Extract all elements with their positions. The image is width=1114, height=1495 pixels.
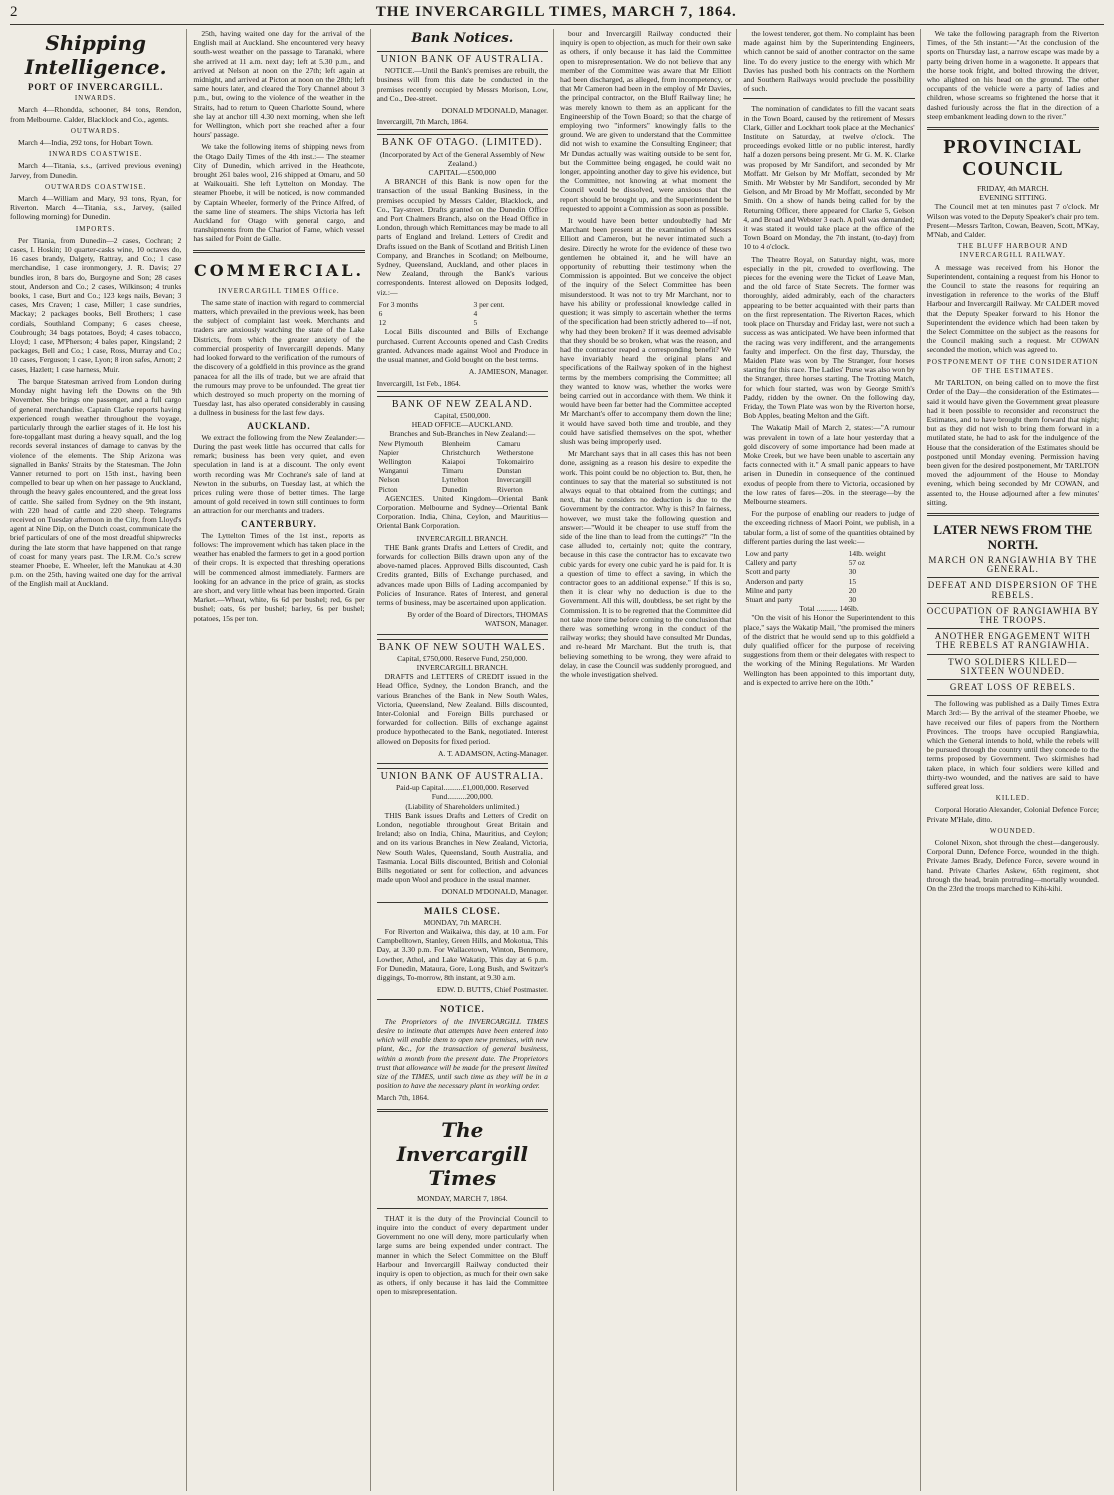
table-row: 6 4 bbox=[378, 309, 478, 319]
wounded-heading: WOUNDED. bbox=[989, 826, 1036, 835]
bank-of-otago-notice bbox=[377, 134, 548, 391]
news-subhead: TWO SOLDIERS KILLED—SIXTEEN WOUNDED. bbox=[927, 658, 1099, 680]
nsw-bank-name: BANK OF NEW SOUTH WALES. bbox=[378, 641, 546, 653]
otago-bank-name: BANK OF OTAGO. (LIMITED). bbox=[382, 137, 543, 149]
killed-heading: KILLED. bbox=[995, 794, 1030, 803]
nsw-bank-signature: A. T. ADAMSON, Acting-Manager. bbox=[437, 748, 548, 758]
later-news-text: The following was published as a Daily Times Extra March 3rd:— By the arrival of the steamer Phoebe, we have received our files of papers from the Northern Provinces. The troops have occupied Rangiawhia, which the General intends to hold, while the rebels will be pursued through the country until they concede to the terms proposed by Government. Two skirmishes had taken place, in which four soldiers were killed and thirty-two wounded, and the natives are said to have suffered great loss. bbox=[926, 699, 1099, 791]
union-bank-name-2: UNION BANK OF AUSTRALIA. bbox=[380, 771, 545, 783]
news-subhead: MARCH ON RANGIAWHIA BY THE GENERAL. bbox=[927, 556, 1099, 578]
table-row: Picton Dunedin Riverton bbox=[378, 484, 523, 494]
table-row: Callery and party 57 oz bbox=[745, 558, 865, 568]
mails-signature: EDW. D. BUTTS, Chief Postmaster. bbox=[436, 985, 548, 995]
editorial-continued-2: It would have been better undoubtedly had Mr Marchant been present at the examination of Messrs Elliott and Cameron, but he never intimated such a desire. Directly he wrote for the evidence of these two gentlemen he obtained it, and he will have an opportunity of rebutting their testimony when the Commission is appointed. But we conceive the object of the inquiry of the Select Committee has been misunderstood. It was not to try Mr Marchant, nor to have his ability or professional knowledge called in question; it was simply to ascertain whether the terms of the specification had been strictly adhered to—if not, why had they been broken? If it was deemed advisable that they should be so broken, what was the reason, and had the contractor reaped a corresponding benefit? We have invariably heard the original plans and specifications of the Railway spoken of in the highest terms by the members comprising the Committee; all they wanted to know was, whether the works were being carried out in accordance with them. We think it would have been far better had the Committee accepted Mr Marchant's offer to accompany them down the line; it would have saved both time and trouble, and they could have satisfied themselves on the spot, whether slush was being improperly used. bbox=[559, 216, 732, 446]
provincial-council-opening: The Council met at ten minutes past 7 o'clock. Mr Wilson was voted to the Deputy Speaker's chair pro tem. Present—Messrs Tarlton, Cowan, Beaven, Scott, M'Kay, M'Nab, and Calder. bbox=[926, 202, 1099, 240]
railway-subheading: THE BLUFF HARBOUR AND INVERCARGILL RAILWAY. bbox=[957, 242, 1069, 260]
shipping-heading: Shipping Intelligence. bbox=[24, 31, 167, 79]
bnz-head-office: HEAD OFFICE—AUCKLAND. bbox=[411, 420, 513, 430]
mails-date: MONDAY, 7th MARCH. bbox=[423, 917, 502, 927]
union-bank-capital: Paid-up Capital..........£1,000,000. Reserved Fund..........200,000. bbox=[395, 783, 529, 802]
mails-heading: MAILS CLOSE. bbox=[424, 905, 501, 916]
mails-text: For Riverton and Waikaiwa, this day, at 10 a.m. For Campbelltown, Stanley, Green Hills, and Mokotua, This Day, at 3.30 p.m. For Wallacetown, Winton, Benmore, Lowther, Athol, and Lake Wakatip, This day at 6 p.m. For Dunedin, Mataura, Gore, Long Bush, and Switzer's diggings, To-morrow, 8th instant, at 9.30 a.m. bbox=[376, 927, 548, 983]
estimates-text: Mr TARLTON, on being called on to move the first Order of the Day—the consideration of the Estimates—said it would have given the Government great pleasure had it been possible to reconsider and reconstruct the Estimates, and to have brought them forward that night; but as they did not wish to bring them forward in a mutilated state, he had to ask for the indulgence of the House that the consideration of the Estimates should be postponed until Monday evening. Permission having been given for the desired postponement, Mr TARLTON moved the adjournment of the House to Monday evening, which being seconded by Mr COWAN, and assented to, the House adjourned after a few minutes' sitting. bbox=[926, 378, 1099, 507]
killed-list: Corporal Horatio Alexander, Colonial Defence Force; Private M'Hale, ditto. bbox=[926, 805, 1099, 824]
bank-of-new-zealand-notice bbox=[377, 396, 548, 635]
editorial-text: THAT it is the duty of the Provincial Council to inquire into the conduct of every department under Government no one will deny, more particularly when large sums are being expended under contract. The manner in which the Select Committee on the Bluff Harbour and Invercargill Railway conducted their inquiry is open to objection, as much for their own sake as others, if only because it has laid the Committee open to misrepresentation. bbox=[376, 1213, 548, 1297]
column-5 bbox=[743, 29, 920, 1491]
masthead bbox=[10, 0, 1104, 25]
table-row: Low and party 14lb. weight bbox=[745, 548, 886, 558]
bank-of-nsw-notice bbox=[377, 639, 548, 764]
bnz-text: THE Bank grants Drafts and Letters of Credit, and forwards for collection Bills drawn upon any of the above-named places. Approved Bills discounted, Cash Credits granted, Bills of Exchange purchased, and advances made upon Bills of Lading accompanied by Policies of Insurance. Rates of Interest, and general terms of business, may be ascertained upon application. bbox=[376, 542, 548, 607]
canterbury-heading: CANTERBURY. bbox=[241, 518, 317, 529]
commercial-text: The same state of inaction with regard to commercial matters, which prevailed in the previous week, has been the subject of complaint last week. Merchants and traders are anxiously watching the state of the Lake Districts, from which the greater anxiety of the commercial prosperity of Invercargill depends. Many had looked forward to the verification of the rumours of the discovery of a goldfield in this province as the grand panacea for all the ills of trade, but we are afraid that the rumours may prove to be unfounded. The great tier which destroyed so much property on the morning of Tuesday last, has also operated considerably in causing a dullness in business for the last few days. bbox=[193, 297, 365, 418]
otago-bank-signature: A. JAMIESON, Manager. bbox=[468, 367, 548, 377]
notice-heading: NOTICE. bbox=[439, 1004, 485, 1015]
table-row: Napier Christchurch Wetherstone bbox=[378, 447, 534, 457]
otago-bank-date: Invercargill, 1st Feb., 1864. bbox=[376, 378, 461, 388]
auckland-heading: AUCKLAND. bbox=[247, 420, 311, 431]
column-4 bbox=[560, 29, 737, 1491]
inwards-text: March 4—Rhondda, schooner, 84 tons, Rendon, from Melbourne. Calder, Blacklock and Co., agents. bbox=[10, 105, 182, 124]
otago-bank-incorporation: (Incorporated by Act of the General Assembly of New Zealand.) bbox=[379, 149, 545, 168]
bnz-capital: Capital, £500,000. bbox=[434, 410, 491, 420]
estimates-subheading: POSTPONEMENT OF THE CONSIDERATION OF THE ESTIMATES. bbox=[926, 357, 1099, 375]
provincial-council-date: FRIDAY, 4th MARCH. bbox=[976, 184, 1049, 194]
table-row: 12 5 bbox=[378, 318, 478, 328]
bnz-branches-label: Branches and Sub-Branches in New Zealand:— bbox=[389, 429, 536, 439]
news-subhead: GREAT LOSS OF REBELS. bbox=[927, 683, 1099, 696]
inwards-label: INWARDS. bbox=[74, 94, 117, 103]
union-bank-signature-2: DONALD M'DONALD, Manager. bbox=[441, 887, 548, 897]
commercial-heading: COMMERCIAL. bbox=[193, 260, 365, 280]
coastwise-in-text: March 4—Titania, s.s., (arrived previous evening) Jarvey, from Dunedin. bbox=[10, 161, 182, 180]
theatre-and-races: The Theatre Royal, on Saturday night, was, more especially in the pit, crowded to overflowing. The pieces for the evening were the Ticket of Leave Man, and the old farce of State Secrets. The former was thoroughly, aided admirably, each of the characters appearing to be better acquainted with their parts than on the first representation. The Riverton Races, which took place on Thursday and Friday last, were not such a success as was anticipated. We have been informed that the racing was very indifferent, and the arrangements faulty and imperfect. On the first day, Thursday, the Maiden Plate was won by The Stranger, four horses starting for this race. The Ladies' Purse was also won by the Stranger, three horses starting. The Trotting Match, for which four started, was won by George Smith's Paddy, ridden by the owner. On the following day, Friday, the Town Plate was won by the Riverton horse, Bob Apples, beating Melton and the Gift. bbox=[743, 254, 915, 421]
coastwise-out-label: OUTWARDS COASTWISE. bbox=[44, 182, 147, 191]
table-row: Milne and party 20 bbox=[745, 585, 857, 595]
canterbury-text: The Lyttelton Times of the 1st inst., reports as follows: The improvement which has taken place in the weather has enabled the farmers to get in a good portion of their crops. It is expected that threshing operations will be commenced almost immediately. Farmers are looking for an advance in the price of grain, as stocks are short, and very little wheat has been imported. Grain Market.—Wheat, white, 6s 6d per bushel; red, 6s per bushel; oats, 6s per bushel; barley, 6s per bushel; potatoes, 15s per ton. bbox=[193, 530, 365, 623]
editorial-continued-1: bour and Invercargill Railway conducted their inquiry is open to objection, as much for their own sake as others, if only because it has laid the Committee open to misrepresentation. We do not believe that any member of the Committee was aware that Mr Elliott had been discharged, as alleged, from incompetency, or that Mr Cameron had been in the employ of Mr Davies, the principal contractor, on the Bluff Railway line; he was merely known to them as an applicant for the Engineership of the Town Board; so that the charge of employing two "informers" knowingly falls to the ground. We are given to understand that the Committee did not wish to examine the Consulting Engineer; that Mr Dundas actually was waiting outside to be sent for, but the Committee being engaged, he could wait no longer, appointing another day to give his evidence, but the Committee, not knowing at what moment the Council would be dissolved, were anxious that the report should be brought up, and the Superintendent be requested to appoint a Commission as soon as possible. bbox=[559, 29, 732, 213]
paper-title: The Invercargill Times bbox=[396, 1117, 528, 1190]
column-6 bbox=[927, 29, 1104, 1491]
nsw-bank-text: DRAFTS and LETTERS of CREDIT issued in the Head Office, Sydney, the London Branch, and the various Branches of the Bank in New South Wales, Victoria, Queensland, New Zealand. Bills discounted, Inter-Colonial and Foreign Bills purchased or forwarded for collection. Bills of exchange against produce hypothecated to the Bank, negotiated. Interest allowed on Deposits for fixed period. bbox=[376, 672, 548, 746]
yield-total: Total ........... 146lb. bbox=[799, 604, 859, 614]
table-row: Stuart and party 30 bbox=[745, 594, 857, 604]
wakatip-news: The Wakatip Mail of March 2, states:—"A rumour was prevalent in town of a late hour yesterday that a gold discovery of some importance had been made at Moke Creek, but we have been unable to ascertain any facts connected with it." A small panic appears to have arisen in Dunedin in consequence of the continued exodus of people from there to Victoria, occasioned by the low rates of fares—20s. in the steerage—by the Melbourne steamers. bbox=[743, 423, 915, 506]
union-bank-name: UNION BANK OF AUSTRALIA. bbox=[380, 54, 545, 65]
table-row: Wanganui Timaru Dunstan bbox=[378, 466, 522, 476]
bnz-branches-table bbox=[377, 439, 548, 494]
yield-intro: For the purpose of enabling our readers to judge of the exceeding richness of Maori Point, we publish, in a tabular form, a list of some of the quantities obtained by different parties during the last week:— bbox=[743, 509, 915, 546]
news-subhead: OCCUPATION OF RANGIAWHIA BY THE TROOPS. bbox=[927, 607, 1099, 629]
page-number: 2 bbox=[10, 3, 19, 20]
notice-text: The Proprietors of the INVERCARGILL TIMES desire to intimate that attempts have been entered into which will enable them to open new premises, with new plant, &c., for the transaction of general business, within a month from the present date. The Proprietors trust that allowance will be made for the present limited size of the TIMES, until such time as they will be in a position to have the necessary plant in working order. bbox=[376, 1016, 548, 1091]
nsw-bank-capital: Capital, £750,000. Reserve Fund, 250,000. bbox=[397, 653, 528, 663]
table-row: New Plymouth Blenheim Camaru bbox=[378, 438, 521, 448]
imports-label: IMPORTS. bbox=[75, 224, 116, 233]
union-bank-date: Invercargill, 7th March, 1864. bbox=[376, 117, 469, 127]
coastwise-out-text: March 4—William and Mary, 93 tons, Ryan, for Riverton. March 4—Titania, s.s., Jarvey, (sailed following morning) for Dunedin. bbox=[10, 194, 182, 222]
news-subhead: ANOTHER ENGAGEMENT WITH THE REBELS AT RANGIAWHIA. bbox=[927, 632, 1099, 654]
bank-notices-heading: Bank Notices. bbox=[411, 31, 514, 46]
provincial-council-heading: PROVINCIAL COUNCIL bbox=[943, 136, 1083, 181]
columns bbox=[10, 29, 1104, 1491]
town-board-nomination: The nomination of candidates to fill the vacant seats in the Town Board, caused by the retirement of Messrs Clark, Giller and Lockhart took place at the Mechanics' Institute on Saturday, at twelve o'clock. The proceedings evoked little or no public interest, hardly half a dozen persons being present. Mr G. M. K. Clarke was proposed by Mr Sandifort, and seconded by Mr Moffatt. Mr Gelson by Mr Moffatt, seconded by Mr Smith. Mr Webster by Mr Sandifort, seconded by Mr Gelson, and Mr Broad by Mr Moffatt, seconded by Mr Smith. On a show of hands being called for by the Returning Officer, there appeared for Clarke 5, Gelson 4, and Broad and Webster 3 each. A poll was demanded; it was stated it would take place at the office of the Town Board on Monday, the 7th instant, (to-day) from 10 to 4 o'clock. bbox=[743, 104, 915, 252]
commercial-office: INVERCARGILL TIMES Office. bbox=[218, 286, 340, 295]
mining-regulations-text: "On the visit of his Honor the Superintendent to this place," says the Wakatip Mail, "the promised the miners of the district that he would send up to this goldfield a duly qualified officer for the purpose of receiving suggestions from them or their delegates with respect to the working of the Mining Regulations. Mr Warden Wellington has been appointed to this important duty, and is expected to arrive here on the 10th." bbox=[743, 613, 915, 687]
auckland-text: We extract the following from the New Zealander:—During the past week little has occurred that calls for remark; business has been very quiet, and even speculation in land is at a discount. The only event worth recording was Mr Cochrane's sale of land at Newton in the suburbs, on Tuesday last, at which the prices ruling were those of better times. The large amount of gold received in town still continues to form an attraction for our merchants and traders. bbox=[193, 432, 365, 516]
shipping-notes-text: We take the following items of shipping news from the Otago Daily Times of the 4th inst.:— The steamer City of Dunedin, which arrived in the Heathcote, brought 261 bales wool, 216 shipped at Omaru, and 50 at Waikouaiti. She left Lyttelton on Monday. The steamer Phoebe, it will be noticed, is now commanded by Captain Wheeler, formerly of the Prince Alfred, of the same line of steamers. The ships Victoria has left Auckland for Otago with general cargo, and transhipments from the Chariot of Fame, which vessel has sailed for Point de Galle. bbox=[193, 142, 365, 244]
otago-bank-capital: CAPITAL—£500,000 bbox=[428, 168, 497, 178]
railway-debate-text: A message was received from his Honor the Superintendent, containing a request from his Honor to the Council to state the reasons for requiring an investigation in reference to the works of the Bluff Harbour and Invercargill Railway. Mr CALDER moved that the Deputy Speaker forward to his Honor the Superintendent the evidence which had been taken by the Select Committee on the subject as the reasons for the Council making such a request. Mr COWAN seconded the motion, which was agreed to. bbox=[926, 262, 1099, 355]
paper-date: MONDAY, MARCH 7, 1864. bbox=[416, 1193, 508, 1203]
union-bank-notice-2 bbox=[377, 768, 548, 903]
provincial-council-sitting: EVENING SITTING. bbox=[979, 193, 1047, 203]
news-subhead: DEFEAT AND DISPERSION OF THE REBELS. bbox=[927, 581, 1099, 603]
coastwise-in-label: INWARDS COASTWISE. bbox=[48, 150, 143, 159]
outwards-text: March 4—India, 292 tons, for Hobart Town. bbox=[18, 138, 153, 148]
later-news-heading: LATER NEWS FROM THE NORTH. bbox=[933, 521, 1093, 552]
bnz-agencies: AGENCIES. United Kingdom—Oriental Bank Corporation. Melbourne and Sydney—Oriental Bank Corporation. India, China, Ceylon, and Mauritius—Oriental Bank Corporation. bbox=[376, 493, 548, 531]
port-heading: PORT OF INVERCARGILL. bbox=[27, 82, 164, 92]
phoebe-voyage-text: 25th, having waited one day for the arrival of the English mail at Auckland. She encountered very heavy south-west weather on the passage to Taranaki, where she arrived at 11 a.m. next day; left at 5.30 p.m., and arrived at Nelson at noon on the 27th; left again at midnight, and arrived at Picton at noon on the 28th; left same hours later, and cleared the Tory Channel about 3 p.m., but, owing to the violence of the weather in the Straits, had to return to Queen Charlotte Sound, where she lay at anchor till 4.30 next morning, when she left for Wellington, which port she reached after a four hours' passage. bbox=[193, 29, 365, 140]
bnz-branch-heading: INVERCARGILL BRANCH. bbox=[416, 533, 508, 543]
union-bank-notice bbox=[377, 51, 548, 130]
newspaper-title: THE INVERCARGILL TIMES, MARCH 7, 1864. bbox=[375, 3, 737, 20]
otago-bank-text: A BRANCH of this Bank is now open for the transaction of the usual Banking Business, in the premises occupied by Messrs Calder, Blacklock, and Co., Tay-street. Drafts granted on the Dunedin Office and Port Chalmers Branch, also on the Head Office in London, through which Remittances may be made to all parts of England and Ireland. Letters of Credit and Drafts issued on the Bank of Scotland and British Linen Company, and Branches in Scotland; on Melbourne, Sydney, Queensland, Auckland, and other places in New Zealand, through the Bank's various correspondents. Interest allowed on Deposits lodged, viz.:— bbox=[376, 177, 548, 297]
table-row: Scott and party 30 bbox=[745, 567, 857, 577]
interest-rates-table bbox=[377, 300, 548, 328]
editorial-conclusion: the lowest tenderer, got them. No complaint has been made against him by the Superintending Engineers, which cannot be said of another contractor on the same line. To do every justice to the energy with which Mr Davies has pushed both his contracts on the Northern and Southern Railways would preclude the possibility of such. bbox=[743, 29, 915, 94]
table-row: Anderson and party 15 bbox=[745, 576, 857, 586]
table-row: For 3 months 3 per cent. bbox=[378, 299, 505, 309]
gold-yield-table bbox=[743, 549, 914, 604]
union-bank-signature: DONALD M'DONALD, Manager. bbox=[441, 106, 548, 116]
table-row: Nelson Lyttelton Invercargill bbox=[378, 475, 532, 485]
bnz-name: BANK OF NEW ZEALAND. bbox=[391, 398, 533, 410]
column-2 bbox=[193, 29, 370, 1491]
union-bank-text: NOTICE.—Until the Bank's premises are rebuilt, the business will from this date be conducted in the premises recently occupied by Messrs Morison, Low, and Co., Dee-street. bbox=[376, 66, 548, 103]
otago-bank-tail: Local Bills discounted and Bills of Exchange purchased. Current Accounts opened and Cash Credits granted. Advances made against Wool and Produce in the usual manner, and Gold bought on the best terms. bbox=[376, 327, 548, 365]
bnz-signature: By order of the Board of Directors, THOMAS WATSON, Manager. bbox=[407, 610, 548, 629]
table-row: Wellington Kaiapoi Tokomairiro bbox=[378, 456, 534, 466]
outwards-label: OUTWARDS. bbox=[70, 126, 121, 135]
shipping-news-text: The barque Statesman arrived from London during Monday night having left the Downs on the 9th November. She brings one passenger, and a full cargo of general merchandise. Captain Clarke reports having experienced rough weather throughout the voyage, particularly through the earlier stages of it. He lost his fore-topgallant mast during a heavy squall, and the log records several instances of damage to canvas by the violence of the elements. The Ship Arizona was signalled in Banks' Straits by the Statesman. The John Vanner returned to port on 15th inst., having been compelled to bear up when on her passage to Auckland, through the heavy gales encountered, and the great loss of cattle. She sailed from Sydney on the 9th instant, with 220 head of cattle and 220 sheep. Telegrams received on Tuesday afternoon in the City, from Lloyd's agent at Nine Dip, on the Dutch coast, communicate the brief particulars of one of the most dreadful shipwrecks during the late storm that have happened on that range of coast for many years past. The I.R.M. Co.'s screw steamer Phoebe, E. Wheeler, left the Manukau at 4.30 p.m. on the 25th, having waited one day for the arrival of the English mail at Auckland. bbox=[10, 376, 182, 589]
riverton-accident-text: We take the following paragraph from the Riverton Times, of the 5th instant:—"At the conclusion of the sports on Thursday last, a narrow escape was made by a party being driven home in a wagonette. It appears that the horse took fright, and bolted throwing the driver, who alighted on his head on the ground. The other occupants of the vehicle were a party of ladies and children, whose screams so frightened the horse that it dashed furiously across the flat in the direction of a steep embankment leading down to the river." bbox=[926, 29, 1099, 121]
union-bank-liability: (Liability of Shareholders unlimited.) bbox=[405, 801, 520, 811]
imports-text: Per Titania, from Dunedin—2 cases, Cochran; 2 cases, I. Hoskin; 10 quarter-casks wine, 10 octaves do, 16 cases brandy, Dalgety, Rattray, and Co.; 1 case merchandise, 1 case ironmongery, J. R. Davis; 27 bundles iron, 8 bars do, Burgoyne and Son; 28 cases stout, Anderson and Co.; 2 cases, Wilkinson; 4 trunks books, 1 case, Burt and Co.; 123 kegs nails, Bevan; 3 cases, Mrs Craven; 1 case, Miller; 1 case sundries, Mackay; 2 packages books, Bell Brothers; 1 case cordials, Southland Company; 6 cases cheese, Coubrough; 34 bags potatoes, Boyd; 4 cases tobacco, Lloyd; 1 case, M'Pherson; 4 bales paper, Kingsland; 2 packages, Bell and Co.; 1 case, Ross, Murray and Co.; 10 cases, Ferguson; 1 case, Lyon; 8 iron safes, Arnott; 2 cases, Hazlett; 1 case harness, Muir. bbox=[10, 235, 182, 374]
wounded-list: Colonel Nixon, shot through the chest—dangerously. Corporal Dunn, Defence Force, wounded in the thigh. Private James Brady, Defence Force, severe wound in hand. Private Charles Askew, 65th regiment, shot through the head, brain protruding—mortally wounded. On the 23rd the troops marched to Kihi-kihi. bbox=[926, 838, 1099, 894]
union-bank-text-2: THIS Bank issues Drafts and Letters of Credit on London, negotiable throughout Great Britain and Ireland; also on India, China, Mauritius, and Ceylon; and on its various Branches in New Zealand, Victoria, New South Wales, Queensland, South Australia, and Tasmania. Local Bills discounted, British and Colonial Bills negotiated or sent for collection, and advances made upon Wool and produce in the usual manner. bbox=[376, 810, 548, 885]
nsw-branch-heading: INVERCARGILL BRANCH. bbox=[416, 662, 508, 672]
column-3 bbox=[377, 29, 554, 1491]
notice-date: March 7th, 1864. bbox=[376, 1093, 429, 1103]
editorial-continued-3: Mr Marchant says that in all cases this has not been done, assigning as a reason his desire to expedite the work. This point could be no objection to. But, then, he continues to say that the material so substituted is not always equal to that obtained from the cuttings; and next, that he considers no deduction is due to the Government by the contractor. Why is this? In fairness, however, we must take the following question and answer:—"Would it be cheaper to use stuff from the side of the line than to lead from the cuttings?" "In the case alluded to, certainly not; quite the contrary, because in this case the contractor has to excavate two cubic yards for every one cubic yard he is paid for. It is a question of time to effect a saving, in which the contractor goes to an additional expense." If this is so, then it is clear why no deduction is due to the Government. All this will, doubtless, be set right by the Commission. It is to be regretted that the Committee did not take more time before coming to the conclusion that there was something wrong in the conduct of the railway works; they should have consulted Mr Dundas, and re-heard Mr Marchant. But the truth is, that believing something to be wrong, they were afraid to delay, in case the Council was suddenly prorogued, and the whole investigation shelved. bbox=[559, 449, 732, 680]
column-1 bbox=[10, 29, 187, 1491]
